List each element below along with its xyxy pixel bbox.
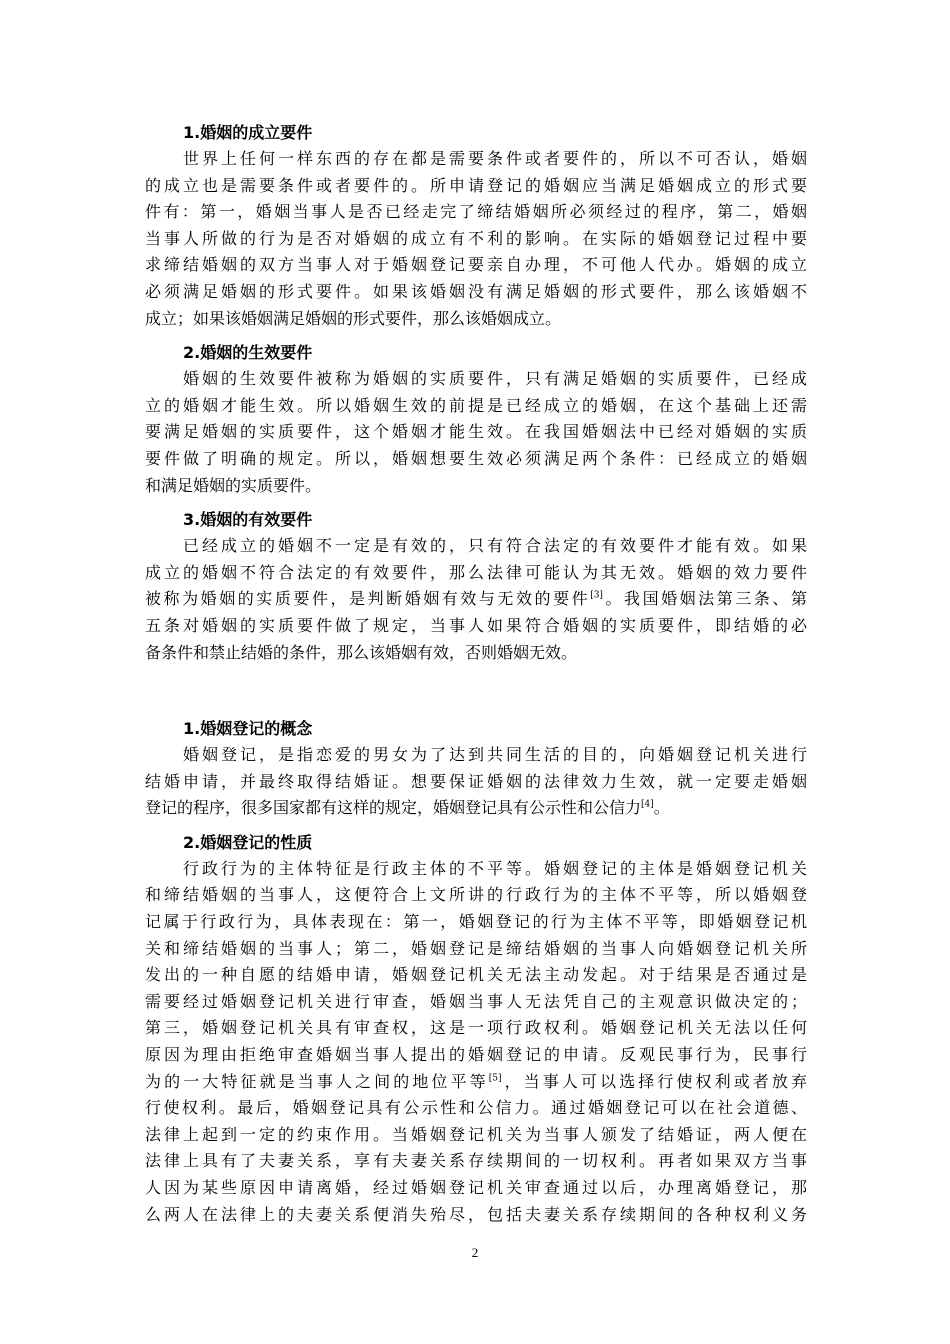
text-line: 成立；如果该婚姻满足婚姻的形式要件，那么该婚姻成立。: [145, 308, 562, 328]
paragraph-marriage-validity: [145, 533, 807, 666]
text-line: 需要经过婚姻登记机关进行审查，婚姻当事人无法凭自己的主观意识做决定的；: [145, 991, 807, 1011]
text-line: 行使权利。最后，婚姻登记具有公示性和公信力。通过婚姻登记可以在社会道德、: [145, 1098, 807, 1118]
text-line: 人因为某些原因申请离婚，经过婚姻登记机关审查通过以后，办理离婚登记，那: [145, 1178, 807, 1197]
text-line: 原因为理由拒绝审查婚姻当事人提出的婚姻登记的申请。反观民事行为，民事行: [145, 1045, 807, 1065]
text-line: 成立的婚姻不符合法定的有效要件，那么法律可能认为其无效。婚姻的效力要件: [145, 562, 807, 582]
section-heading-registration-concept: 1.婚姻登记的概念: [183, 719, 313, 739]
footnote-ref: [4]: [641, 799, 654, 810]
page-body: [145, 120, 807, 1228]
text-line: 婚姻的生效要件被称为婚姻的实质要件，只有满足婚姻的实质要件，已经成: [183, 369, 807, 389]
text-line: 要满足婚姻的实质要件，这个婚姻才能生效。在我国婚姻法中已经对婚姻的实质: [145, 422, 807, 442]
text-line: 关和缔结婚姻的当事人；第二，婚姻登记是缔结婚姻的当事人向婚姻登记机关所: [145, 938, 807, 958]
paragraph-marriage-effect: [145, 366, 807, 499]
text-line: 的成立也是需要条件或者要件的。所申请登记的婚姻应当满足婚姻成立的形式要: [145, 175, 807, 195]
subsection-title: [145, 678, 807, 704]
text-segment: 为的一大特征就是当事人之间的地位平等: [145, 1071, 489, 1091]
text-line: 求缔结婚姻的双方当事人对于婚姻登记要亲自办理，不可他人代办。婚姻的成立: [145, 255, 807, 275]
text-line: 发出的一种自愿的结婚申请，婚姻登记机关无法主动发起。对于结果是否通过是: [145, 965, 807, 985]
text-segment: 被称为婚姻的实质要件，是判断婚姻有效与无效的要件: [145, 589, 591, 609]
text-line: 和满足婚姻的实质要件。: [145, 475, 322, 495]
text-line: 结婚申请，并最终取得结婚证。想要保证婚姻的法律效力生效，就一定要走婚姻: [145, 771, 807, 791]
text-line: 世界上任何一样东西的存在都是需要条件或者要件的，所以不可否认，婚姻: [183, 149, 807, 168]
footnote-ref: [3]: [590, 590, 603, 601]
text-line: 和缔结婚姻的当事人，这便符合上文所讲的行政行为的主体不平等，所以婚姻登: [145, 885, 807, 905]
text-line: 婚姻登记，是指恋爱的男女为了达到共同生活的目的，向婚姻登记机关进行: [183, 745, 807, 765]
footnote-ref: [5]: [488, 1073, 502, 1084]
text-line: 行政行为的主体特征是行政主体的不平等。婚姻登记的主体是婚姻登记机关: [183, 858, 807, 878]
text-line: 么两人在法律上的夫妻关系便消失殆尽，包括夫妻关系存续期间的各种权利义务: [145, 1204, 807, 1224]
text-line-with-footnote: [145, 1069, 807, 1096]
text-segment: 。我国婚姻法第三条、第: [602, 589, 807, 609]
text-line-with-footnote: [145, 586, 807, 613]
section-heading-marriage-validity: 3.婚姻的有效要件: [183, 510, 313, 530]
text-line: 记属于行政行为，具体表现在：第一，婚姻登记的行为主体不平等，即婚姻登记机: [145, 912, 807, 932]
text-line: 件有：第一，婚姻当事人是否已经走完了缔结婚姻所必须经过的程序，第二，婚姻: [145, 202, 807, 222]
paragraph-registration-nature: [145, 856, 807, 1228]
text-line: 必须满足婚姻的形式要件。如果该婚姻没有满足婚姻的形式要件，那么该婚姻不: [145, 281, 807, 301]
text-segment: 登记的程序，很多国家都有这样的规定，婚姻登记具有公示性和公信力: [145, 798, 642, 818]
text-line: 五条对婚姻的实质要件做了规定，当事人如果符合婚姻的实质要件，即结婚的必: [145, 615, 807, 635]
text-segment: ，当事人可以选择行使权利或者放弃: [501, 1071, 807, 1091]
paragraph-marriage-formation: [145, 146, 807, 332]
text-line: 立的婚姻才能生效。所以婚姻生效的前提是已经成立的婚姻，在这个基础上还需: [145, 395, 807, 415]
text-line: 当事人所做的行为是否对婚姻的成立有不利的影响。在实际的婚姻登记过程中要: [145, 228, 807, 248]
section-heading-registration-nature: 2.婚姻登记的性质: [183, 832, 313, 852]
text-line: 已经成立的婚姻不一定是有效的，只有符合法定的有效要件才能有效。如果: [183, 536, 807, 556]
text-line-with-footnote: [145, 795, 807, 822]
paragraph-registration-concept: [145, 742, 807, 822]
page-number: 2: [471, 1245, 479, 1260]
text-line: 法律上起到一定的约束作用。当婚姻登记机关为当事人颁发了结婚证，两人便在: [145, 1124, 807, 1144]
text-line: 要件做了明确的规定。所以，婚姻想要生效必须满足两个条件：已经成立的婚姻: [145, 448, 807, 468]
text-line: 备条件和禁止结婚的条件，那么该婚姻有效，否则婚姻无效。: [145, 642, 578, 662]
text-line: 第三，婚姻登记机关具有审查权，这是一项行政权利。婚姻登记机关无法以任何: [145, 1018, 807, 1038]
section-heading-marriage-effect: 2.婚姻的生效要件: [183, 343, 313, 363]
section-heading-marriage-formation: 1.婚姻的成立要件: [183, 123, 313, 142]
text-line: 法律上具有了夫妻关系，享有夫妻关系存续期间的一切权利。再者如果双方当事: [145, 1151, 807, 1171]
text-segment: 。: [653, 798, 670, 818]
